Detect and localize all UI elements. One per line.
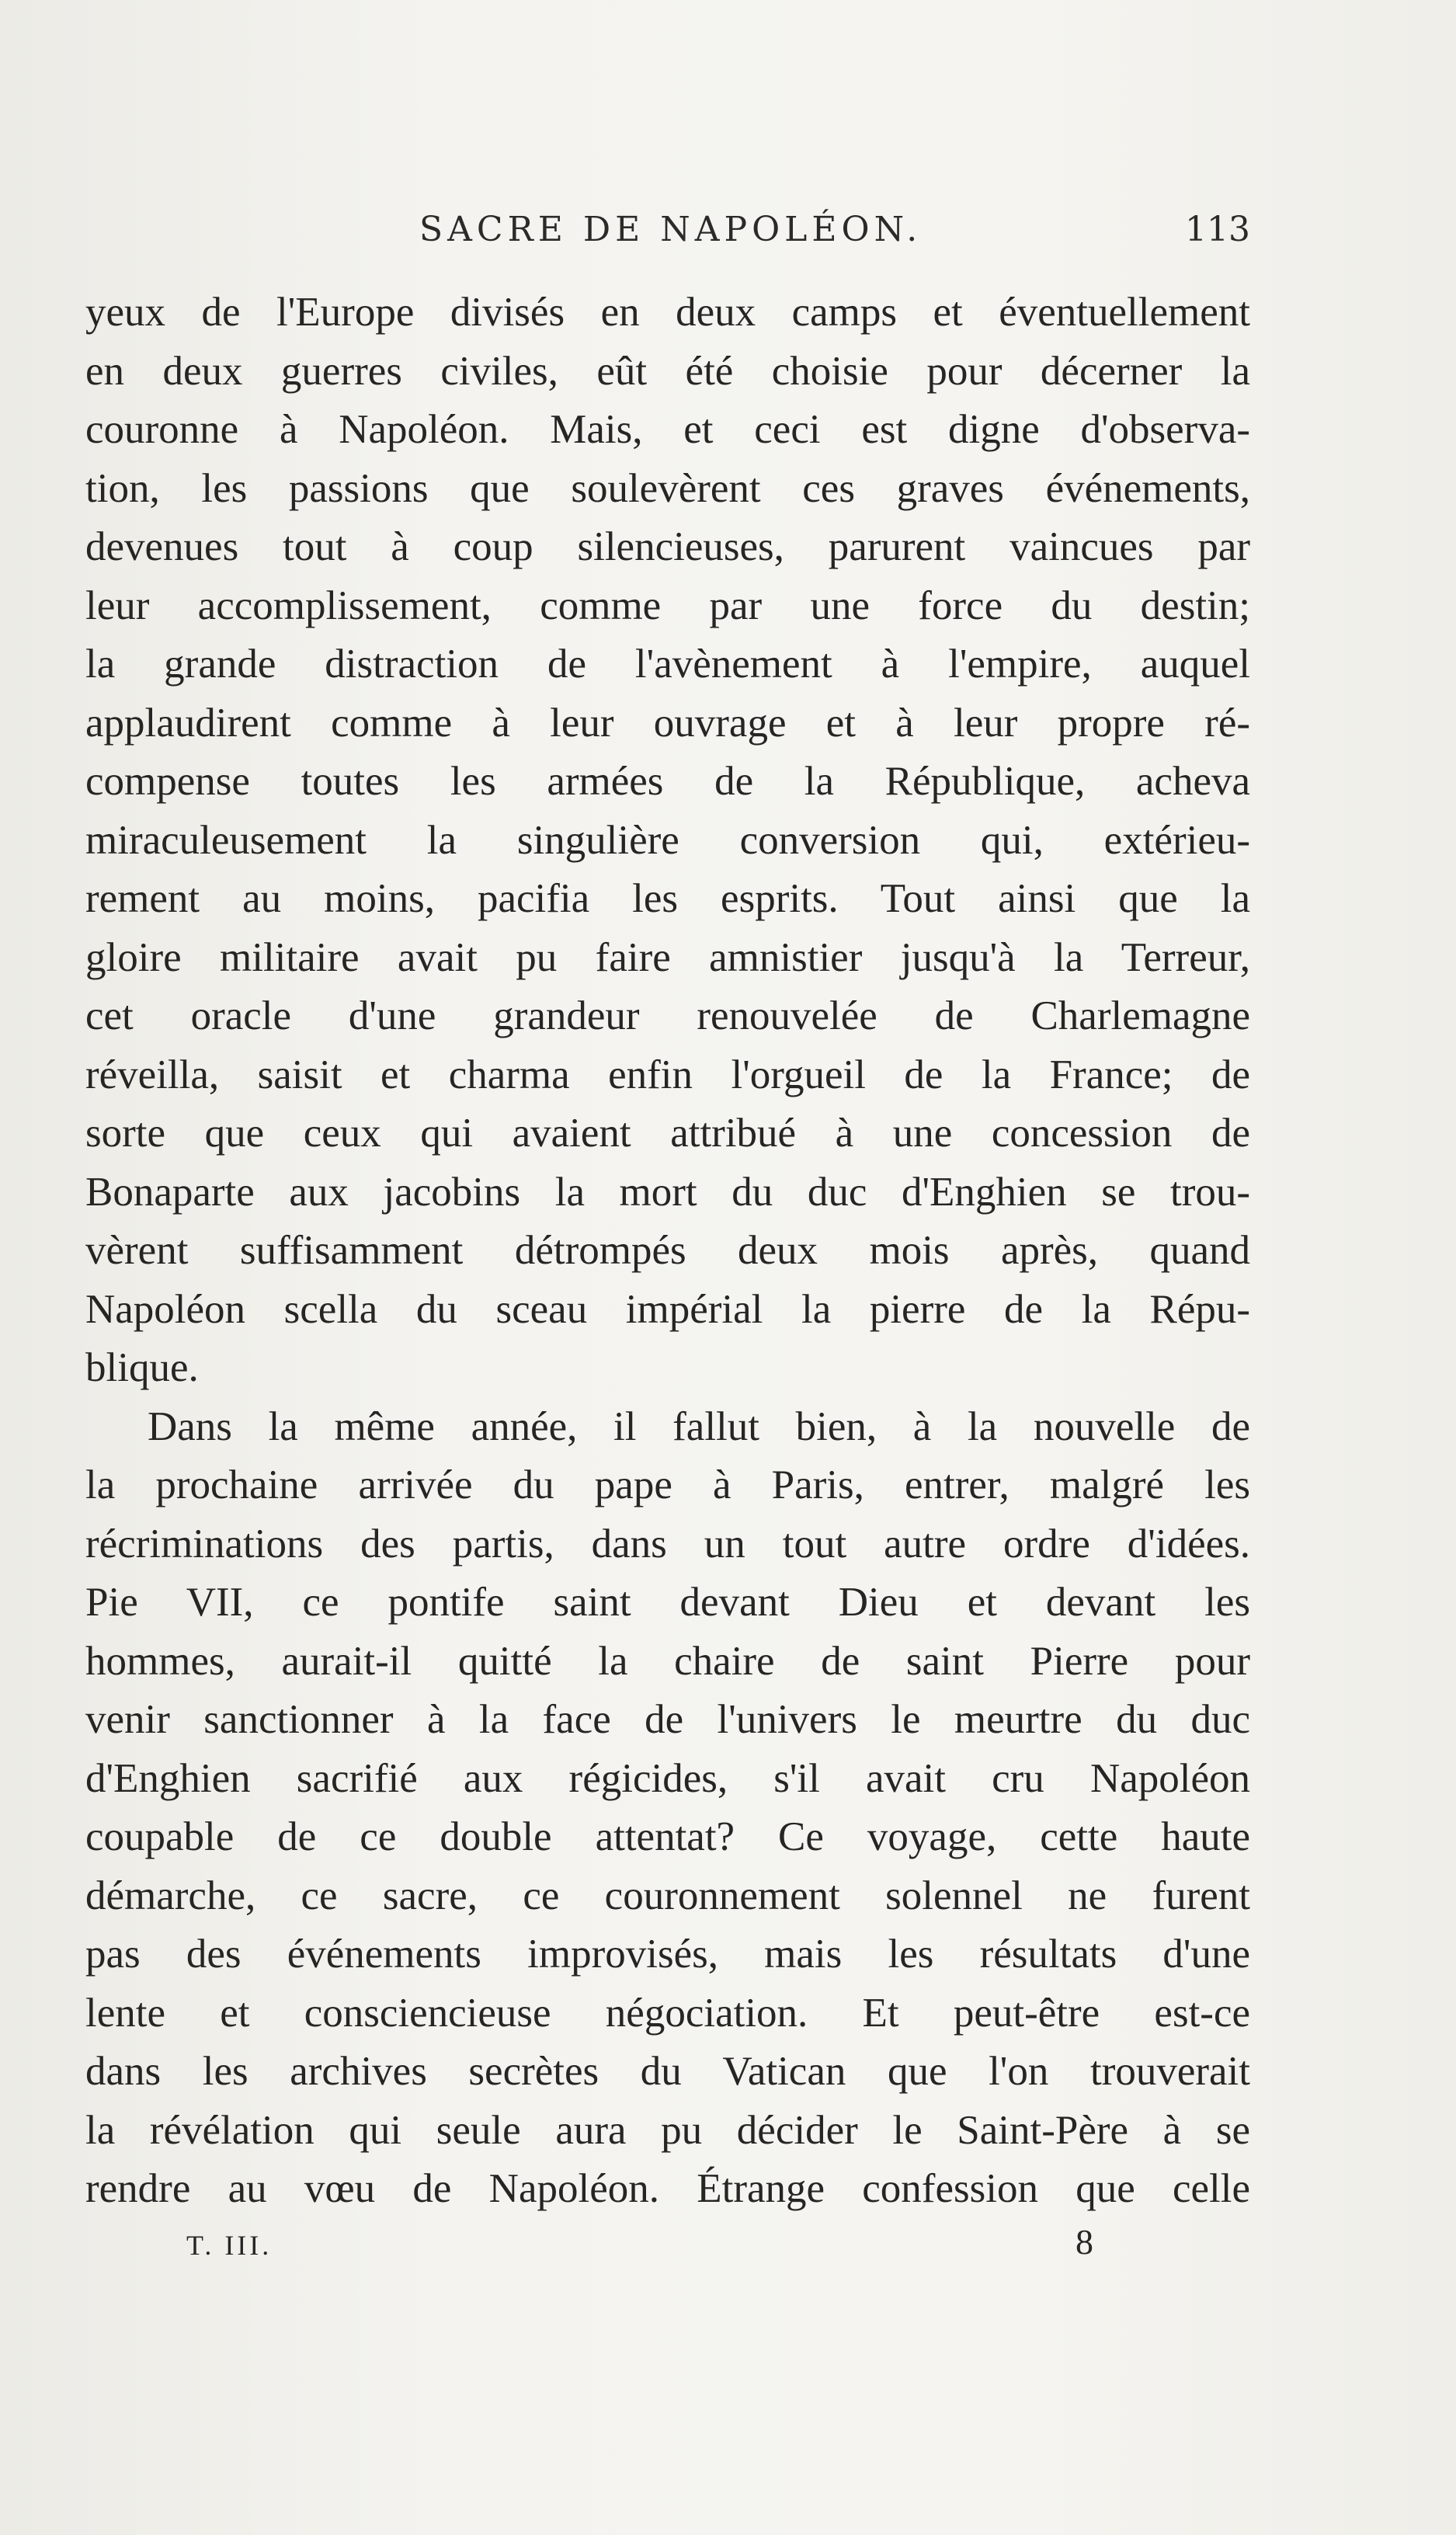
- running-header: [85, 210, 1250, 264]
- text-line: gloire militaire avait pu faire amnistier jusqu'à la Terreur,: [85, 934, 1250, 980]
- text-line: récriminations des partis, dans un tout autre ordre d'idées.: [85, 1521, 1250, 1567]
- text-line: cet oracle d'une grandeur renouvelée de Charlemagne: [85, 993, 1250, 1038]
- text-line: en deux guerres civiles, eût été choisie pour décerner la: [85, 348, 1250, 394]
- text-line: applaudirent comme à leur ouvrage et à leur propre ré-: [85, 700, 1250, 746]
- text-line: leur accomplissement, comme par une force du destin;: [85, 582, 1250, 628]
- paragraph-start-line: Dans la même année, il fallut bien, à la nouvelle de: [148, 1403, 1250, 1449]
- text-line: Bonaparte aux jacobins la mort du duc d'Enghien se trou-: [85, 1169, 1250, 1215]
- text-line: réveilla, saisit et charma enfin l'orgueil de la France; de: [85, 1052, 1250, 1097]
- text-line: coupable de ce double attentat? Ce voyage, cette haute: [85, 1814, 1250, 1859]
- body-text: [85, 283, 1250, 2219]
- text-line: dans les archives secrètes du Vatican que l'on trouverait: [85, 2049, 1250, 2094]
- text-line: sorte que ceux qui avaient attribué à une concession de: [85, 1111, 1250, 1156]
- text-line: démarche, ce sacre, ce couronnement solennel ne furent: [85, 1873, 1250, 1918]
- volume-mark: T. III.: [186, 2230, 273, 2261]
- text-line: la grande distraction de l'avènement à l'empire, auquel: [85, 642, 1250, 687]
- chapter-title: SACRE DE NAPOLÉON.: [419, 210, 923, 249]
- text-line: rement au moins, pacifia les esprits. Tout ainsi que la: [85, 876, 1250, 921]
- text-line: la prochaine arrivée du pape à Paris, entrer, malgré les: [85, 1462, 1250, 1507]
- text-line: venir sanctionner à la face de l'univers le meurtre du duc: [85, 1697, 1250, 1742]
- signature-mark: 8: [1075, 2222, 1093, 2262]
- text-line: couronne à Napoléon. Mais, et ceci est digne d'observa-: [85, 407, 1250, 452]
- text-line: pas des événements improvisés, mais les résultats d'une: [85, 1932, 1250, 1977]
- text-line: tion, les passions que soulevèrent ces graves événements,: [85, 465, 1250, 511]
- text-line: lente et consciencieuse négociation. Et peut-être est-ce: [85, 1990, 1250, 2036]
- text-line: miraculeusement la singulière conversion qui, extérieu-: [85, 817, 1250, 863]
- text-line: la révélation qui seule aura pu décider le Saint-Père à se: [85, 2107, 1250, 2153]
- text-line: rendre au vœu de Napoléon. Étrange confession que celle: [85, 2166, 1250, 2211]
- page-number: 113: [1185, 210, 1250, 249]
- text-line: yeux de l'Europe divisés en deux camps et éventuellement: [85, 290, 1250, 335]
- text-line: compense toutes les armées de la République, acheva: [85, 759, 1250, 804]
- page-footer: [186, 2222, 1118, 2283]
- text-line: devenues tout à coup silencieuses, parurent vaincues par: [85, 524, 1250, 569]
- paragraph-end-line: blique.: [85, 1345, 199, 1390]
- text-line: Pie VII, ce pontife saint devant Dieu et devant les: [85, 1580, 1250, 1625]
- text-line: d'Enghien sacrifié aux régicides, s'il avait cru Napoléon: [85, 1755, 1250, 1801]
- text-line: vèrent suffisamment détrompés deux mois après, quand: [85, 1228, 1250, 1273]
- text-line: Napoléon scella du sceau impérial la pierre de la Répu-: [85, 1286, 1250, 1332]
- text-line: hommes, aurait-il quitté la chaire de saint Pierre pour: [85, 1638, 1250, 1684]
